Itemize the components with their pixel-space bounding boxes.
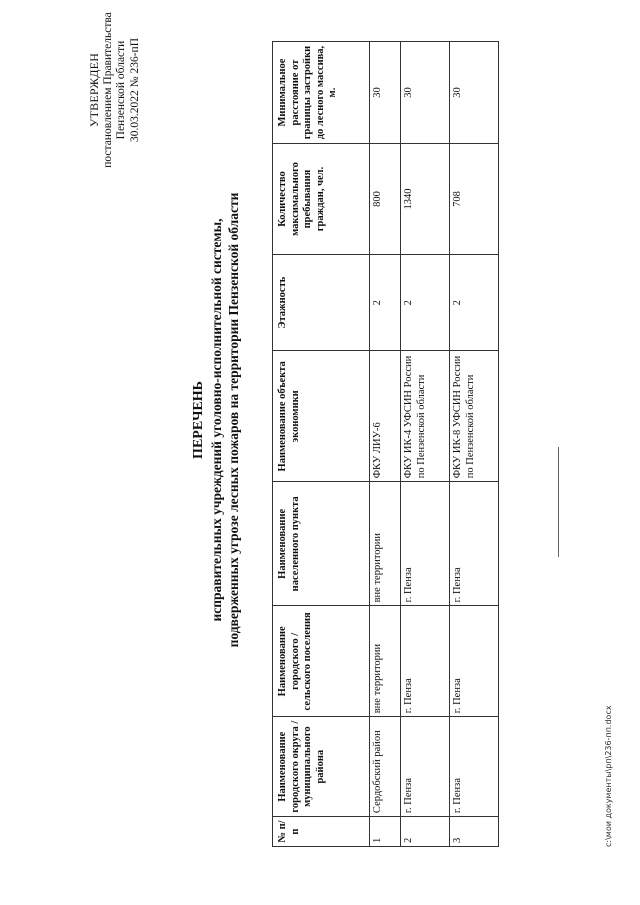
- cell-settlement: вне территории: [370, 606, 401, 717]
- cell-settlement: г. Пенза: [401, 606, 450, 717]
- header-cell-settlement: Наименование городского / сельского поселения: [273, 606, 370, 717]
- cell-object: ФКУ ЛИУ-6: [370, 351, 401, 482]
- cell-locality: г. Пенза: [450, 482, 499, 606]
- table-header-row: [273, 42, 370, 847]
- header-cell-district: Наименование городского округа / муниципального района: [273, 717, 370, 817]
- cell-district: г. Пенза: [401, 717, 450, 817]
- cell-object: ФКУ ИК-8 УФСИН России по Пензенской области: [450, 351, 499, 482]
- cell-number: 1: [370, 817, 401, 847]
- cell-distance: 30: [450, 42, 499, 144]
- approval-line: 30.03.2022 № 236-пП: [128, 38, 141, 143]
- cell-floors: 2: [370, 254, 401, 350]
- approval-stamp: [88, 0, 142, 180]
- cell-number: 3: [450, 817, 499, 847]
- header-cell-distance: Минимальное расстояние от границы застройки до лесного массива, м.: [273, 42, 370, 144]
- header-cell-floors: Этажность: [273, 254, 370, 350]
- cell-capacity: 1340: [401, 144, 450, 255]
- cell-district: г. Пенза: [450, 717, 499, 817]
- cell-distance: 30: [401, 42, 450, 144]
- closing-divider-line: [558, 447, 559, 557]
- footer-file-path: c:\мои документы\рп\236-пп.docx: [604, 705, 613, 847]
- cell-floors: 2: [401, 254, 450, 350]
- cell-capacity: 800: [370, 144, 401, 255]
- cell-object: ФКУ ИК-4 УФСИН России по Пензенской области: [401, 351, 450, 482]
- table-row: [450, 42, 499, 847]
- table-row: [401, 42, 450, 847]
- approval-line: постановлением Правительства: [101, 12, 114, 168]
- header-cell-object: Наименование объекта экономики: [273, 351, 370, 482]
- header-cell-capacity: Количество максимального пребывания граждан, чел.: [273, 144, 370, 255]
- institutions-table: [272, 41, 499, 847]
- title-line-2: подверженных угрозе лесных пожаров на территории Пензенской области: [226, 192, 241, 648]
- approval-heading: УТВЕРЖДЕН: [87, 52, 101, 128]
- document-title: [190, 175, 242, 665]
- cell-locality: вне территории: [370, 482, 401, 606]
- cell-distance: 30: [370, 42, 401, 144]
- title-line-1: исправительных учреждений уголовно-исполнительной системы,: [209, 218, 224, 622]
- cell-settlement: г. Пенза: [450, 606, 499, 717]
- title-main: ПЕРЕЧЕНЬ: [191, 381, 206, 459]
- cell-district: Сердобский район: [370, 717, 401, 817]
- cell-floors: 2: [450, 254, 499, 350]
- header-cell-number: № п/п: [273, 817, 370, 847]
- table-row: [370, 42, 401, 847]
- cell-number: 2: [401, 817, 450, 847]
- header-cell-locality: Наименование населенного пункта: [273, 482, 370, 606]
- approval-line: Пензенской области: [115, 40, 127, 140]
- cell-capacity: 708: [450, 144, 499, 255]
- cell-locality: г. Пенза: [401, 482, 450, 606]
